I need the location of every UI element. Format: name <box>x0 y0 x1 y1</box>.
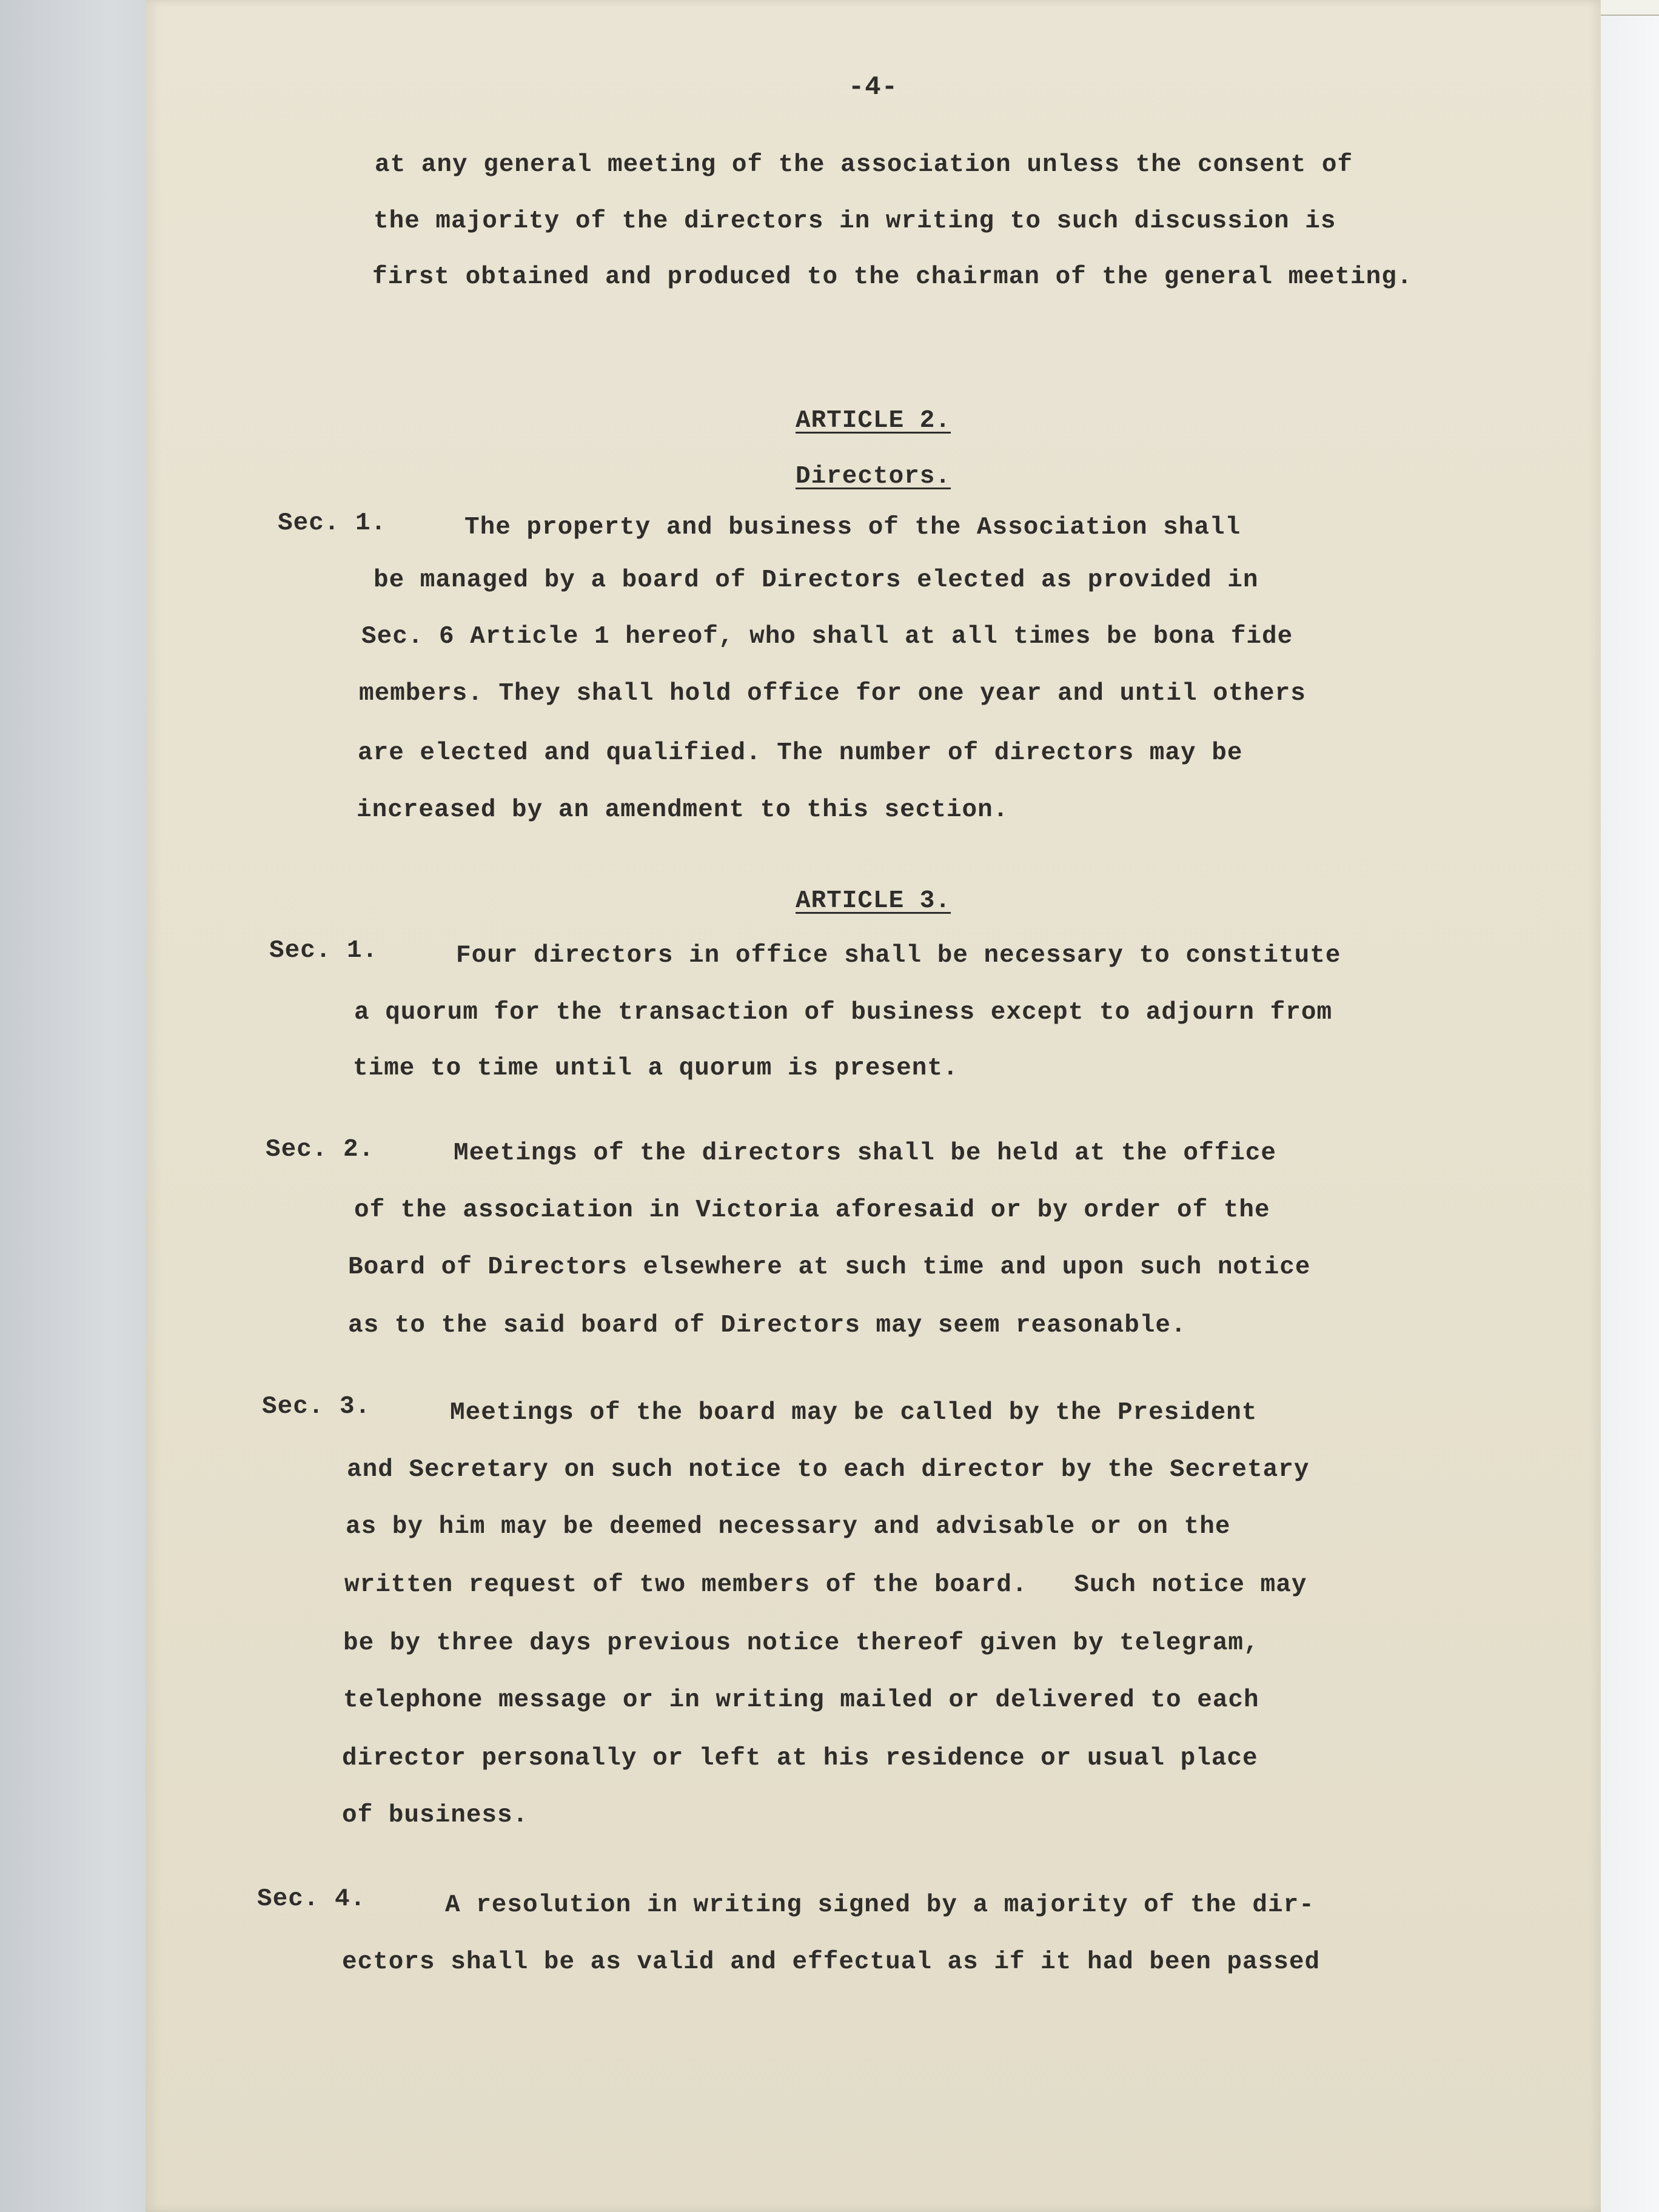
art3-sec4-line-1: A resolution in writing signed by a majority of the dir- <box>445 1891 1315 1919</box>
art3-sec3-line-3: as by him may be deemed necessary and advisable or on the <box>346 1513 1231 1541</box>
art3-sec1-label: Sec. 1. <box>269 937 378 965</box>
art2-sec1-line-6: increased by an amendment to this section. <box>357 796 1009 824</box>
art3-sec2-line-2: of the association in Victoria aforesaid or by order of the <box>354 1196 1270 1224</box>
art3-sec3-line-8: of business. <box>342 1801 529 1829</box>
art3-sec1-line-2: a quorum for the transaction of business except to adjourn from <box>354 999 1333 1027</box>
art2-sec1-line-5: are elected and qualified. The number of directors may be <box>358 739 1243 767</box>
continuation-line-1: at any general meeting of the association unless the consent of <box>375 151 1353 179</box>
typed-page <box>146 0 1601 2212</box>
continuation-line-2: the majority of the directors in writing to such discussion is <box>374 207 1336 235</box>
art3-sec2-line-4: as to the said board of Directors may seem reasonable. <box>348 1312 1187 1339</box>
article-2-subheading: Directors. <box>795 463 951 491</box>
art2-sec1-line-2: be managed by a board of Directors elected as provided in <box>374 566 1259 594</box>
art2-sec1-line-1: The property and business of the Association shall <box>464 514 1241 541</box>
art3-sec4-line-2: ectors shall be as valid and effectual as if it had been passed <box>342 1948 1321 1976</box>
art3-sec3-line-2: and Secretary on such notice to each director by the Secretary <box>347 1456 1310 1484</box>
continuation-line-3: first obtained and produced to the chairman of the general meeting. <box>372 263 1413 291</box>
article-2-heading: ARTICLE 2. <box>795 407 951 435</box>
art3-sec3-line-1: Meetings of the board may be called by the President <box>450 1399 1258 1427</box>
art3-sec3-line-4: written request of two members of the board. Such notice may <box>344 1571 1307 1599</box>
article-3-heading: ARTICLE 3. <box>795 887 951 915</box>
art3-sec1-line-3: time to time until a quorum is present. <box>353 1054 959 1082</box>
art3-sec2-label: Sec. 2. <box>266 1136 375 1164</box>
art2-sec1-line-3: Sec. 6 Article 1 hereof, who shall at all times be bona fide <box>361 623 1293 651</box>
art2-sec1-line-4: members. They shall hold office for one year and until others <box>359 680 1306 708</box>
background-right <box>1592 0 1659 2212</box>
art3-sec3-line-7: director personally or left at his residence or usual place <box>342 1744 1258 1772</box>
art3-sec2-line-1: Meetings of the directors shall be held at the office <box>454 1139 1277 1167</box>
art2-sec1-label: Sec. 1. <box>278 509 387 537</box>
art3-sec4-label: Sec. 4. <box>257 1885 366 1913</box>
art3-sec1-line-1: Four directors in office shall be necessary to constitute <box>456 942 1341 970</box>
art3-sec3-label: Sec. 3. <box>262 1393 371 1421</box>
art3-sec2-line-3: Board of Directors elsewhere at such time and upon such notice <box>348 1253 1311 1281</box>
art3-sec3-line-6: telephone message or in writing mailed or delivered to each <box>343 1686 1259 1714</box>
page-number: -4- <box>848 72 899 102</box>
art3-sec3-line-5: be by three days previous notice thereof given by telegram, <box>343 1629 1259 1657</box>
